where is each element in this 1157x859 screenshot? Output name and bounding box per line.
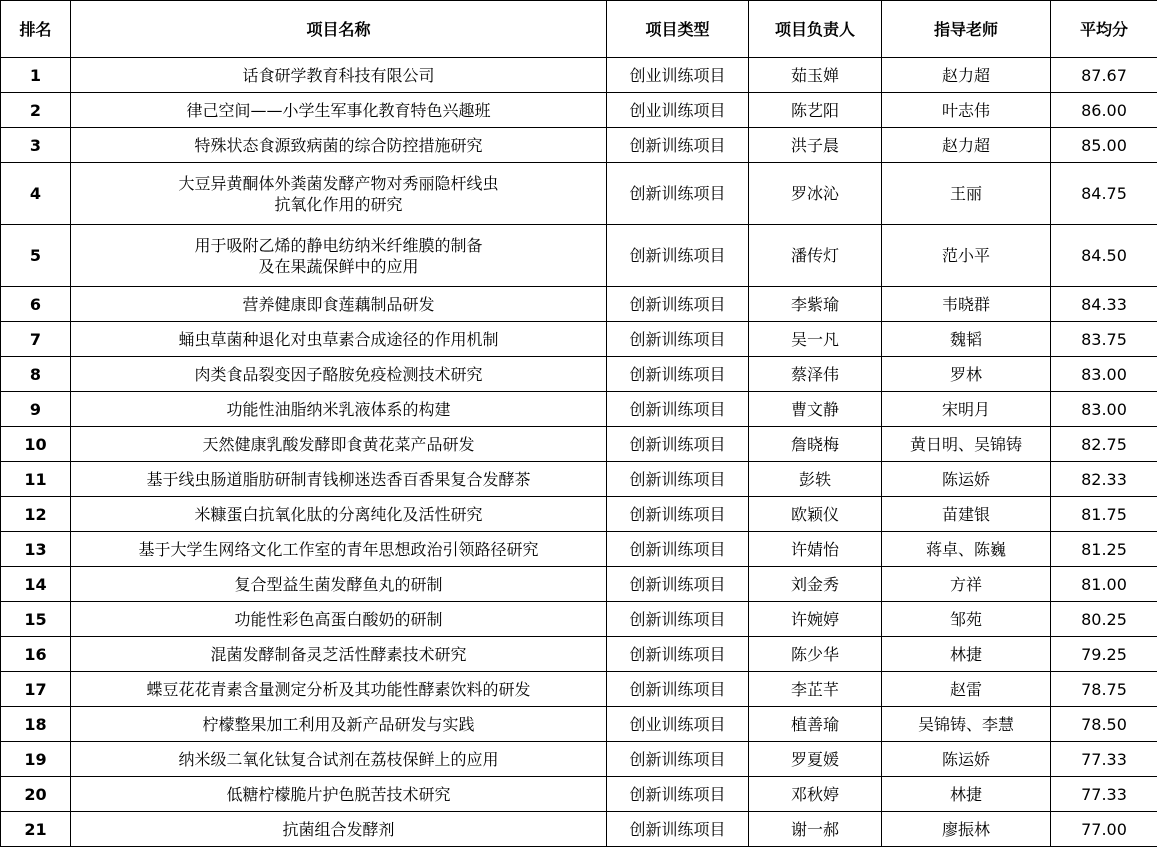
project-name-line: 复合型益生菌发酵鱼丸的研制 bbox=[234, 574, 443, 594]
cell-advisor: 廖振林 bbox=[882, 812, 1051, 847]
header-project-leader: 项目负责人 bbox=[749, 1, 882, 58]
cell-average-score: 82.75 bbox=[1051, 427, 1157, 462]
cell-project-type: 创新训练项目 bbox=[607, 777, 749, 812]
cell-advisor: 叶志伟 bbox=[882, 93, 1051, 128]
cell-advisor: 林捷 bbox=[882, 777, 1051, 812]
cell-project-leader: 潘传灯 bbox=[749, 225, 882, 287]
table-row bbox=[1, 637, 1157, 672]
cell-project-leader: 蔡泽伟 bbox=[749, 357, 882, 392]
cell-project-type: 创新训练项目 bbox=[607, 742, 749, 777]
table-row bbox=[1, 707, 1157, 742]
cell-project-leader: 曹文静 bbox=[749, 392, 882, 427]
cell-average-score: 84.50 bbox=[1051, 225, 1157, 287]
header-rank: 排名 bbox=[1, 1, 71, 58]
cell-project-name bbox=[71, 637, 607, 672]
cell-project-name bbox=[71, 567, 607, 602]
cell-average-score: 81.25 bbox=[1051, 532, 1157, 567]
table-row bbox=[1, 392, 1157, 427]
cell-project-type: 创新训练项目 bbox=[607, 672, 749, 707]
table-row bbox=[1, 322, 1157, 357]
cell-project-name bbox=[71, 93, 607, 128]
cell-average-score: 78.75 bbox=[1051, 672, 1157, 707]
cell-rank: 13 bbox=[1, 532, 71, 567]
cell-average-score: 77.33 bbox=[1051, 777, 1157, 812]
cell-project-leader: 茹玉婵 bbox=[749, 58, 882, 93]
cell-project-type: 创新训练项目 bbox=[607, 637, 749, 672]
cell-project-name bbox=[71, 392, 607, 427]
cell-project-name bbox=[71, 602, 607, 637]
cell-project-leader: 洪子晨 bbox=[749, 128, 882, 163]
cell-project-type: 创新训练项目 bbox=[607, 225, 749, 287]
cell-advisor: 范小平 bbox=[882, 225, 1051, 287]
cell-project-type: 创业训练项目 bbox=[607, 707, 749, 742]
cell-project-type: 创新训练项目 bbox=[607, 567, 749, 602]
table-row bbox=[1, 58, 1157, 93]
cell-project-leader: 罗夏媛 bbox=[749, 742, 882, 777]
cell-average-score: 84.75 bbox=[1051, 163, 1157, 225]
cell-project-type: 创新训练项目 bbox=[607, 532, 749, 567]
cell-project-name bbox=[71, 707, 607, 742]
cell-advisor: 方祥 bbox=[882, 567, 1051, 602]
project-name-line: 功能性油脂纳米乳液体系的构建 bbox=[226, 399, 451, 419]
cell-average-score: 79.25 bbox=[1051, 637, 1157, 672]
project-name-line: 柠檬整果加工利用及新产品研发与实践 bbox=[202, 714, 475, 734]
project-name-line: 米糠蛋白抗氧化肽的分离纯化及活性研究 bbox=[194, 504, 483, 524]
cell-project-name bbox=[71, 322, 607, 357]
cell-rank: 17 bbox=[1, 672, 71, 707]
project-name-line: 用于吸附乙烯的静电纺纳米纤维膜的制备 bbox=[194, 235, 483, 255]
project-name-line: 特殊状态食源致病菌的综合防控措施研究 bbox=[194, 135, 483, 155]
project-name-line: 营养健康即食莲藕制品研发 bbox=[242, 294, 435, 314]
cell-project-type: 创新训练项目 bbox=[607, 128, 749, 163]
cell-advisor: 赵力超 bbox=[882, 58, 1051, 93]
project-name-line: 抗氧化作用的研究 bbox=[274, 194, 403, 214]
table-row bbox=[1, 93, 1157, 128]
header-row bbox=[1, 1, 1157, 58]
cell-rank: 5 bbox=[1, 225, 71, 287]
cell-project-type: 创业训练项目 bbox=[607, 58, 749, 93]
cell-advisor: 黄日明、吴锦铸 bbox=[882, 427, 1051, 462]
cell-average-score: 86.00 bbox=[1051, 93, 1157, 128]
table-row bbox=[1, 287, 1157, 322]
cell-project-type: 创新训练项目 bbox=[607, 497, 749, 532]
cell-rank: 1 bbox=[1, 58, 71, 93]
cell-average-score: 87.67 bbox=[1051, 58, 1157, 93]
cell-rank: 16 bbox=[1, 637, 71, 672]
cell-average-score: 83.00 bbox=[1051, 392, 1157, 427]
cell-advisor: 陈运娇 bbox=[882, 462, 1051, 497]
project-name-line: 天然健康乳酸发酵即食黄花菜产品研发 bbox=[202, 434, 475, 454]
cell-advisor: 邹苑 bbox=[882, 602, 1051, 637]
project-name-line: 蛹虫草菌种退化对虫草素合成途径的作用机制 bbox=[178, 329, 499, 349]
cell-advisor: 赵雷 bbox=[882, 672, 1051, 707]
cell-project-name bbox=[71, 225, 607, 287]
cell-average-score: 78.50 bbox=[1051, 707, 1157, 742]
project-name-line: 抗菌组合发酵剂 bbox=[282, 819, 395, 839]
project-name-line: 大豆异黄酮体外粪菌发酵产物对秀丽隐杆线虫 bbox=[178, 173, 499, 193]
cell-rank: 12 bbox=[1, 497, 71, 532]
cell-project-name bbox=[71, 497, 607, 532]
project-name-line: 基于线虫肠道脂肪研制青钱柳迷迭香百香果复合发酵茶 bbox=[146, 469, 531, 489]
cell-project-leader: 彭轶 bbox=[749, 462, 882, 497]
project-name-line: 话食研学教育科技有限公司 bbox=[242, 65, 435, 85]
cell-average-score: 83.75 bbox=[1051, 322, 1157, 357]
cell-rank: 14 bbox=[1, 567, 71, 602]
table-row bbox=[1, 567, 1157, 602]
cell-project-type: 创新训练项目 bbox=[607, 163, 749, 225]
cell-project-type: 创新训练项目 bbox=[607, 462, 749, 497]
cell-advisor: 林捷 bbox=[882, 637, 1051, 672]
cell-project-name bbox=[71, 672, 607, 707]
table-row bbox=[1, 497, 1157, 532]
cell-project-leader: 许婧怡 bbox=[749, 532, 882, 567]
header-project-type: 项目类型 bbox=[607, 1, 749, 58]
cell-project-type: 创新训练项目 bbox=[607, 357, 749, 392]
cell-average-score: 85.00 bbox=[1051, 128, 1157, 163]
cell-project-type: 创新训练项目 bbox=[607, 427, 749, 462]
cell-average-score: 77.00 bbox=[1051, 812, 1157, 847]
cell-project-name bbox=[71, 427, 607, 462]
table-body bbox=[1, 58, 1157, 847]
cell-project-leader: 许婉婷 bbox=[749, 602, 882, 637]
project-name-line: 基于大学生网络文化工作室的青年思想政治引领路径研究 bbox=[138, 539, 539, 559]
cell-project-leader: 陈少华 bbox=[749, 637, 882, 672]
cell-project-name bbox=[71, 287, 607, 322]
cell-advisor: 苗建银 bbox=[882, 497, 1051, 532]
cell-rank: 21 bbox=[1, 812, 71, 847]
cell-project-name bbox=[71, 357, 607, 392]
cell-average-score: 81.75 bbox=[1051, 497, 1157, 532]
table-row bbox=[1, 163, 1157, 225]
cell-advisor: 陈运娇 bbox=[882, 742, 1051, 777]
cell-rank: 2 bbox=[1, 93, 71, 128]
header-average-score: 平均分 bbox=[1051, 1, 1157, 58]
cell-rank: 3 bbox=[1, 128, 71, 163]
cell-project-leader: 李紫瑜 bbox=[749, 287, 882, 322]
cell-project-leader: 陈艺阳 bbox=[749, 93, 882, 128]
cell-rank: 4 bbox=[1, 163, 71, 225]
cell-advisor: 吴锦铸、李慧 bbox=[882, 707, 1051, 742]
cell-project-name bbox=[71, 462, 607, 497]
project-name-line: 功能性彩色高蛋白酸奶的研制 bbox=[234, 609, 443, 629]
header-advisor: 指导老师 bbox=[882, 1, 1051, 58]
table-row bbox=[1, 462, 1157, 497]
cell-project-name bbox=[71, 128, 607, 163]
table-row bbox=[1, 128, 1157, 163]
cell-project-leader: 吴一凡 bbox=[749, 322, 882, 357]
cell-advisor: 韦晓群 bbox=[882, 287, 1051, 322]
cell-project-name bbox=[71, 532, 607, 567]
cell-rank: 11 bbox=[1, 462, 71, 497]
cell-rank: 7 bbox=[1, 322, 71, 357]
cell-average-score: 84.33 bbox=[1051, 287, 1157, 322]
cell-project-name bbox=[71, 163, 607, 225]
cell-rank: 8 bbox=[1, 357, 71, 392]
project-name-line: 律己空间——小学生军事化教育特色兴趣班 bbox=[186, 100, 491, 120]
cell-project-name bbox=[71, 742, 607, 777]
cell-average-score: 81.00 bbox=[1051, 567, 1157, 602]
project-name-line: 混菌发酵制备灵芝活性酵素技术研究 bbox=[210, 644, 467, 664]
cell-project-leader: 欧颖仪 bbox=[749, 497, 882, 532]
cell-average-score: 83.00 bbox=[1051, 357, 1157, 392]
table-row bbox=[1, 812, 1157, 847]
cell-rank: 15 bbox=[1, 602, 71, 637]
cell-project-leader: 谢一郝 bbox=[749, 812, 882, 847]
cell-advisor: 罗林 bbox=[882, 357, 1051, 392]
cell-project-leader: 詹晓梅 bbox=[749, 427, 882, 462]
table-row bbox=[1, 742, 1157, 777]
cell-rank: 10 bbox=[1, 427, 71, 462]
project-name-line: 肉类食品裂变因子酪胺免疫检测技术研究 bbox=[194, 364, 483, 384]
cell-project-leader: 李芷芊 bbox=[749, 672, 882, 707]
cell-advisor: 王丽 bbox=[882, 163, 1051, 225]
cell-project-leader: 植善瑜 bbox=[749, 707, 882, 742]
header-project-name: 项目名称 bbox=[71, 1, 607, 58]
project-name-line: 蝶豆花花青素含量测定分析及其功能性酵素饮料的研发 bbox=[146, 679, 531, 699]
cell-rank: 6 bbox=[1, 287, 71, 322]
project-name-line: 低糖柠檬脆片护色脱苦技术研究 bbox=[226, 784, 451, 804]
table-row bbox=[1, 777, 1157, 812]
cell-rank: 19 bbox=[1, 742, 71, 777]
cell-average-score: 82.33 bbox=[1051, 462, 1157, 497]
cell-project-leader: 邓秋婷 bbox=[749, 777, 882, 812]
table-row bbox=[1, 532, 1157, 567]
cell-project-name bbox=[71, 777, 607, 812]
cell-project-type: 创新训练项目 bbox=[607, 322, 749, 357]
cell-advisor: 宋明月 bbox=[882, 392, 1051, 427]
cell-project-leader: 罗冰沁 bbox=[749, 163, 882, 225]
cell-average-score: 80.25 bbox=[1051, 602, 1157, 637]
cell-project-type: 创新训练项目 bbox=[607, 602, 749, 637]
cell-project-type: 创新训练项目 bbox=[607, 392, 749, 427]
cell-rank: 9 bbox=[1, 392, 71, 427]
cell-project-leader: 刘金秀 bbox=[749, 567, 882, 602]
table-row bbox=[1, 357, 1157, 392]
cell-project-type: 创新训练项目 bbox=[607, 812, 749, 847]
cell-advisor: 蒋卓、陈巍 bbox=[882, 532, 1051, 567]
project-name-line: 纳米级二氧化钛复合试剂在荔枝保鲜上的应用 bbox=[178, 749, 499, 769]
table-row bbox=[1, 602, 1157, 637]
cell-rank: 20 bbox=[1, 777, 71, 812]
project-name-line: 及在果蔬保鲜中的应用 bbox=[258, 256, 419, 276]
cell-advisor: 赵力超 bbox=[882, 128, 1051, 163]
cell-rank: 18 bbox=[1, 707, 71, 742]
table-row bbox=[1, 672, 1157, 707]
cell-project-name bbox=[71, 812, 607, 847]
cell-advisor: 魏韬 bbox=[882, 322, 1051, 357]
cell-average-score: 77.33 bbox=[1051, 742, 1157, 777]
table-row bbox=[1, 225, 1157, 287]
cell-project-type: 创新训练项目 bbox=[607, 287, 749, 322]
cell-project-name bbox=[71, 58, 607, 93]
cell-project-type: 创业训练项目 bbox=[607, 93, 749, 128]
table-row bbox=[1, 427, 1157, 462]
